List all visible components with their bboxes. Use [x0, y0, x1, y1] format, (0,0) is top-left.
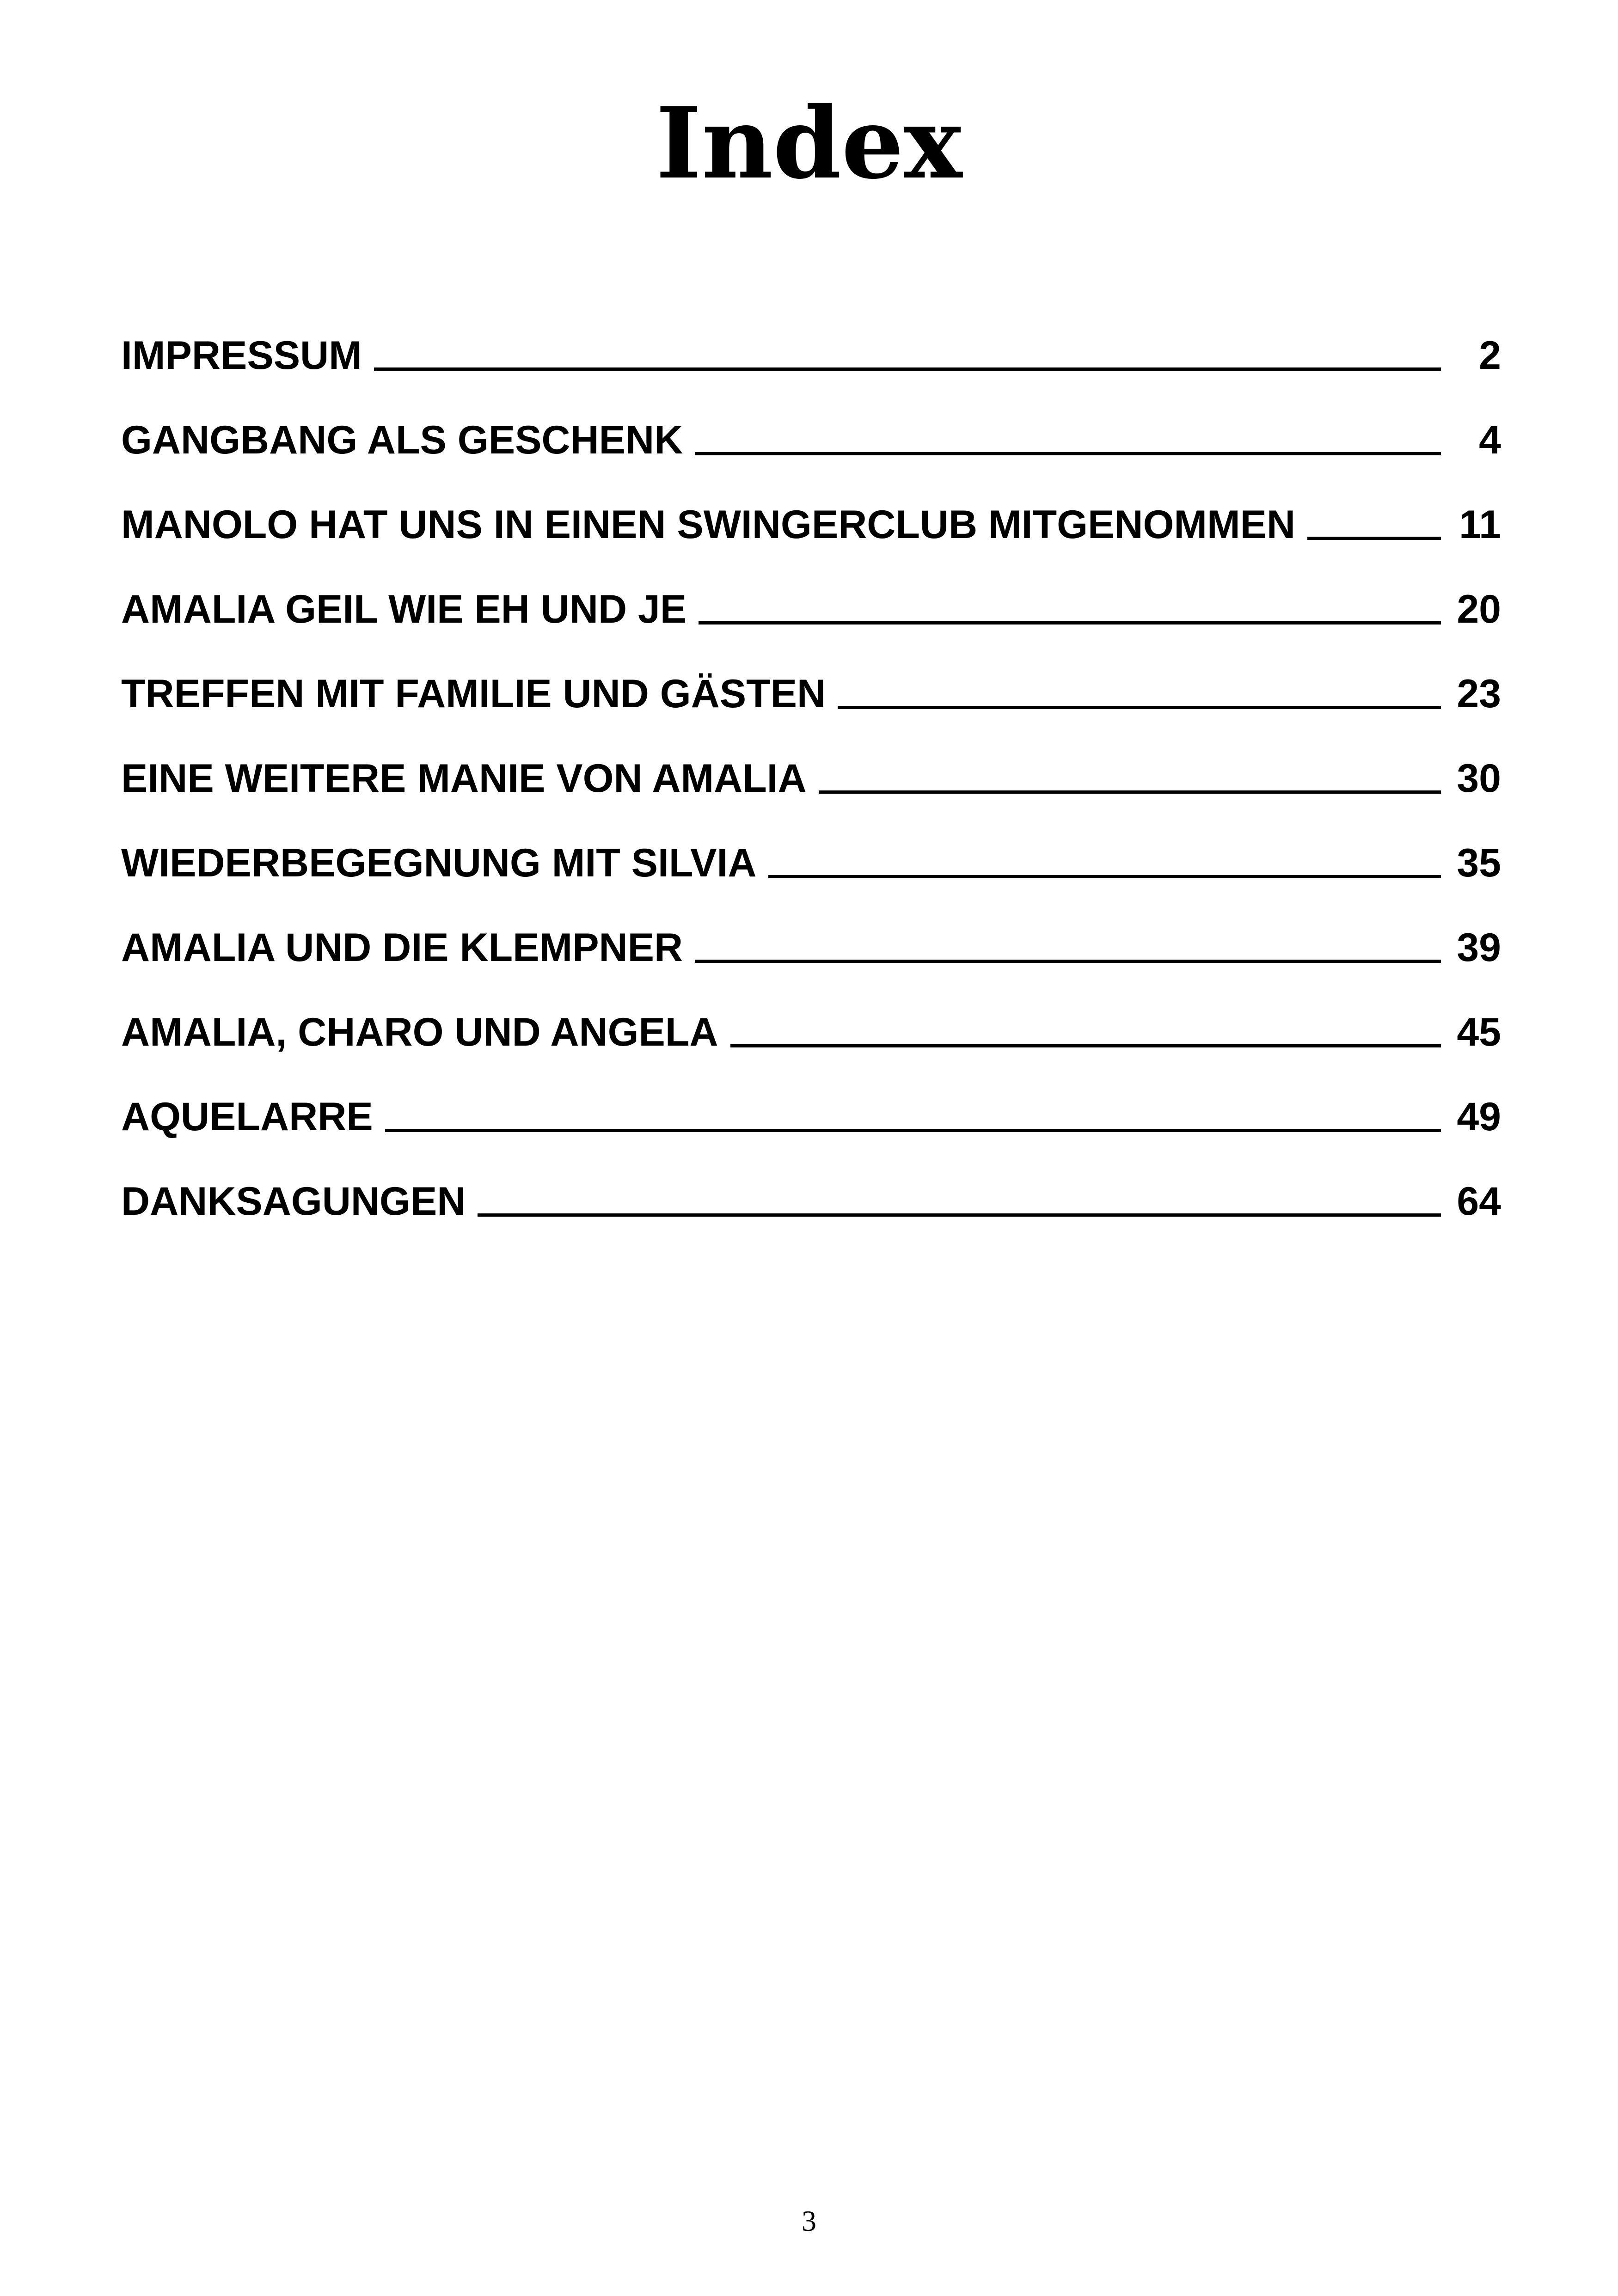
toc-entry-label: GANGBANG ALS GESCHENK	[121, 418, 683, 462]
toc-entry[interactable]	[121, 925, 1501, 1010]
toc-leader-line	[768, 875, 1441, 878]
toc-entry[interactable]	[121, 840, 1501, 925]
toc-entry-page: 23	[1457, 672, 1501, 716]
page-title: Index	[656, 86, 962, 201]
toc-entry[interactable]	[121, 671, 1501, 756]
toc-entry[interactable]	[121, 333, 1501, 417]
toc-entry-label: IMPRESSUM	[121, 333, 362, 378]
page-number: 3	[802, 2204, 816, 2237]
toc-leader-line	[1307, 537, 1441, 540]
toc-entry[interactable]	[121, 502, 1501, 587]
toc-entry-page: 20	[1457, 587, 1501, 631]
toc-entry-label: MANOLO HAT UNS IN EINEN SWINGERCLUB MITGENOMMEN	[121, 502, 1296, 547]
toc-leader-line	[385, 1129, 1441, 1132]
toc-entry-label: DANKSAGUNGEN	[121, 1179, 466, 1224]
toc-entry-label: TREFFEN MIT FAMILIE UND GÄSTEN	[121, 672, 826, 716]
toc-leader-line	[695, 960, 1441, 963]
toc-leader-line	[695, 452, 1441, 455]
toc-entry-page: 4	[1479, 418, 1501, 462]
toc-entry-page: 11	[1459, 502, 1501, 547]
toc-entry-page: 39	[1457, 925, 1501, 970]
toc-entry-page: 35	[1457, 841, 1501, 885]
toc-entry-page: 49	[1457, 1095, 1501, 1139]
toc-entry-label: AMALIA UND DIE KLEMPNER	[121, 925, 683, 970]
toc-entry-page: 2	[1479, 333, 1501, 378]
toc-leader-line	[819, 790, 1441, 794]
toc-entry-page: 45	[1457, 1010, 1501, 1054]
toc-entry-label: AMALIA GEIL WIE EH UND JE	[121, 587, 687, 631]
toc-entry[interactable]	[121, 587, 1501, 671]
toc-entry-label: AMALIA, CHARO UND ANGELA	[121, 1010, 718, 1054]
toc-entry-page: 30	[1457, 756, 1501, 801]
toc-leader-line	[478, 1213, 1441, 1217]
toc-entry-label: EINE WEITERE MANIE VON AMALIA	[121, 756, 807, 801]
toc-entry[interactable]	[121, 1179, 1501, 1263]
toc-entry[interactable]	[121, 1010, 1501, 1094]
toc-entry-label: AQUELARRE	[121, 1095, 373, 1139]
toc-entry[interactable]	[121, 417, 1501, 502]
toc-leader-line	[374, 367, 1441, 371]
toc-entry[interactable]	[121, 1094, 1501, 1179]
toc-leader-line	[730, 1044, 1441, 1047]
table-of-contents	[121, 333, 1501, 1263]
toc-leader-line	[838, 706, 1441, 709]
toc-entry-page: 64	[1457, 1179, 1501, 1224]
toc-entry[interactable]	[121, 756, 1501, 840]
toc-entry-label: WIEDERBEGEGNUNG MIT SILVIA	[121, 841, 757, 885]
toc-leader-line	[699, 621, 1441, 625]
